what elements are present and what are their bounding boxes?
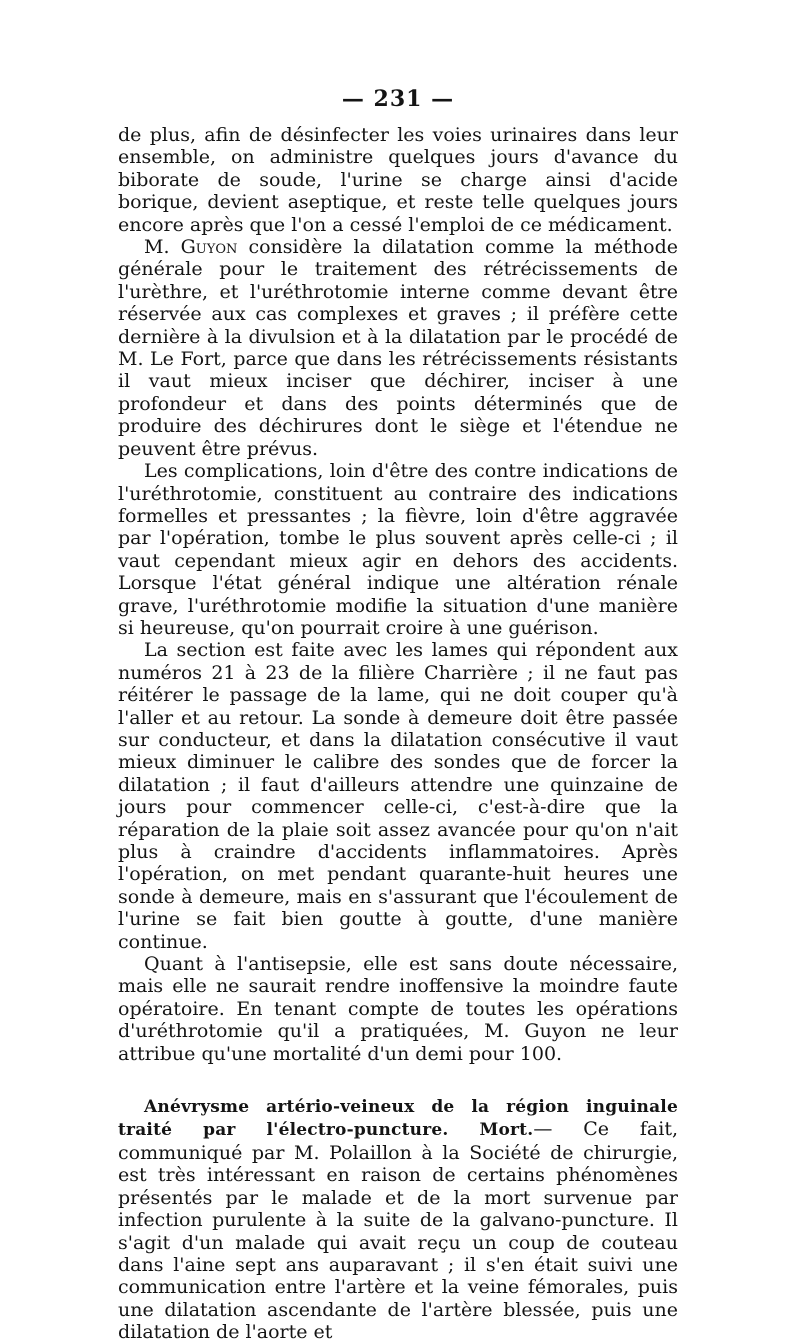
section-heading: Anévrysme artério-veineux de la région inguinale traité par l'électro-puncture. Mort. bbox=[118, 1097, 678, 1141]
book-page bbox=[118, 86, 678, 1344]
paragraph-lead: M. bbox=[144, 236, 181, 259]
page-number: — 231 — bbox=[341, 86, 455, 112]
paragraph-continuation bbox=[118, 124, 678, 236]
paragraph-text: Quant à l'antisepsie, elle est sans doute nécessaire, mais elle ne saurait rendre inoffensive la moindre faute opératoire. En tenant compte de toutes les opérations d'uréthrotomie qu'il a pratiquées, M. Guyon ne leur attribue qu'une mortalité d'un demi pour 100. bbox=[118, 953, 678, 1065]
author-name: Guyon bbox=[180, 236, 238, 259]
paragraph-text: Les complications, loin d'être des contre indications de l'uréthrotomie, constituent au contraire des indications formelles et pressantes ; la fièvre, loin d'être aggravée par l'opération, tombe le plus souvent après celle-ci ; il vaut cependant mieux agir en dehors des accidents. Lorsque l'état général indique une altération rénale grave, l'uréthrotomie modifie la situation d'une manière si heureuse, qu'on pourrait croire à une guérison. bbox=[118, 460, 678, 639]
paragraph-text: La section est faite avec les lames qui répondent aux numéros 21 à 23 de la filière Charrière ; il ne faut pas réitérer le passage de la lame, qui ne doit couper qu'à l'aller et au retour. La sonde à demeure doit être passée sur conducteur, et dans la dilatation consécutive il vaut mieux diminuer le calibre des sondes que de forcer la dilatation ; il faut d'ailleurs attendre une quinzaine de jours pour commencer celle-ci, c'est-à-dire que la réparation de la plaie soit assez avancée pour qu'on n'ait plus à craindre d'accidents inflammatoires. Après l'opération, on met pendant quarante-huit heures une sonde à demeure, mais en s'assurant que l'écoulement de l'urine se fait bien goutte à goutte, d'une manière continue. bbox=[118, 639, 678, 953]
paragraph-guyon-dilatation bbox=[118, 236, 678, 460]
paragraph-text: — Ce fait, communiqué par M. Polaillon à la Société de chirurgie, est très intéressant en raison de certains phénomènes présentés par le malade et de la mort survenue par infection purulente à la suite de la galvano-puncture. Il s'agit d'un malade qui avait reçu un coup de couteau dans l'aine sept ans auparavant ; il s'en était suivi une communication entre l'artère et la veine fémorales, puis une dilatation ascendante de l'artère blessée, puis une dilatation de l'aorte et bbox=[118, 1118, 678, 1344]
paragraph-antisepsie bbox=[118, 953, 678, 1065]
paragraph-text: de plus, afin de désinfecter les voies urinaires dans leur ensemble, on administre quelques jours d'avance du biborate de soude, l'urine se charge ainsi d'acide borique, devient aseptique, et reste telle quelques jours encore après que l'on a cessé l'emploi de ce médicament. bbox=[118, 124, 678, 236]
paragraph-complications bbox=[118, 460, 678, 639]
section-gap bbox=[118, 1065, 678, 1095]
paragraph-text: considère la dilatation comme la méthode générale pour le traitement des rétrécissements de l'urèthre, et l'uréthrotomie interne comme devant être réservée aux cas complexes et graves ; il préfère cette dernière à la divulsion et à la dilatation par le procédé de M. Le Fort, parce que dans les rétrécissements résistants il vaut mieux inciser que déchirer, inciser à une profondeur et dans des points déterminés que de produire des déchirures dont le siège et l'étendue ne peuvent être prévus. bbox=[118, 236, 678, 460]
paragraph-anevrysme bbox=[118, 1095, 678, 1343]
paragraph-section-technique bbox=[118, 639, 678, 953]
